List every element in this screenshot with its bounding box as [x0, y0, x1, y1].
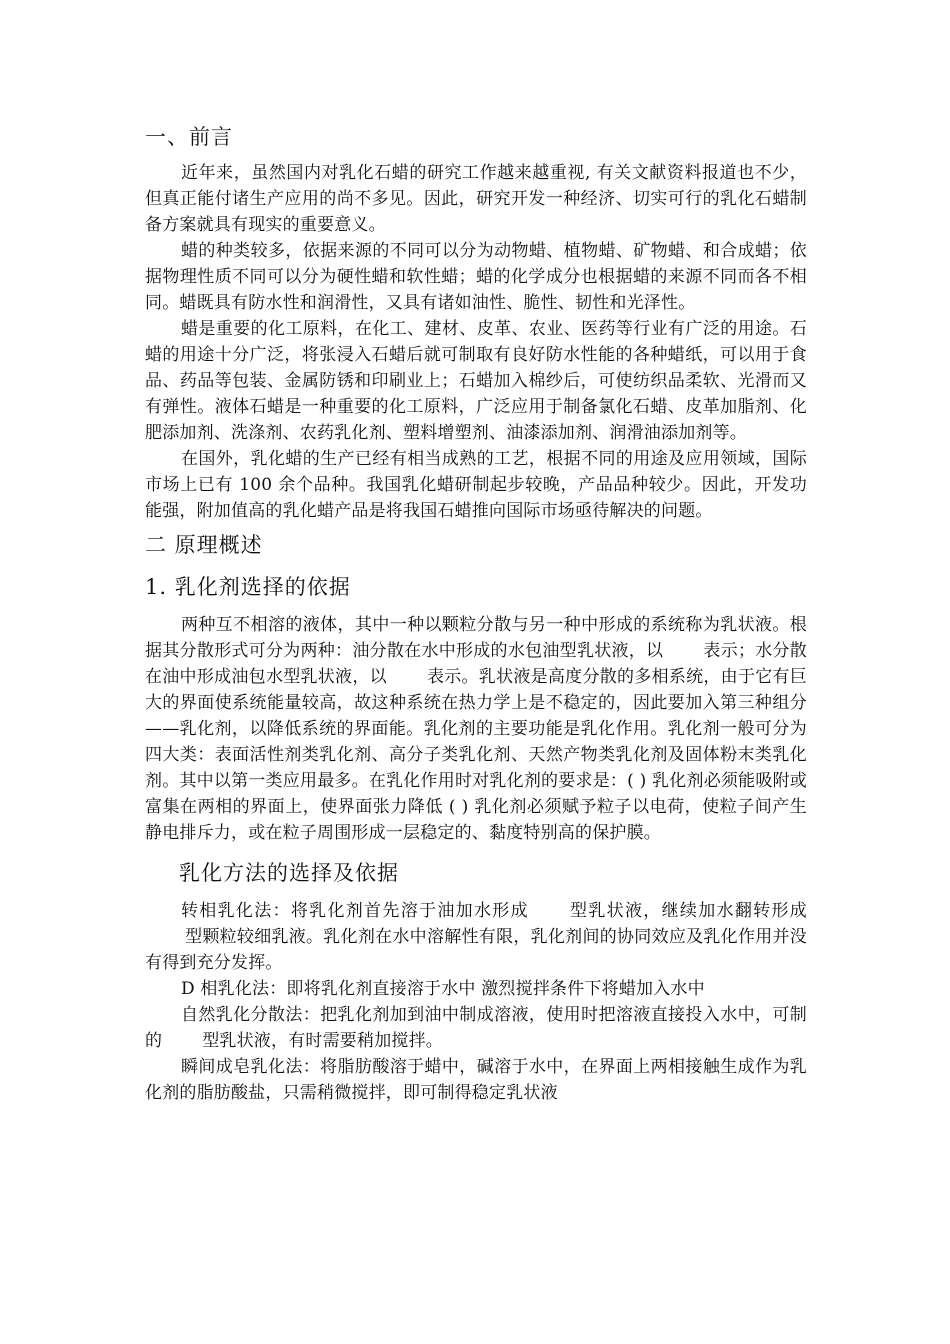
- method-paragraph-1: [145, 898, 807, 976]
- emulsifier-text-a: 两种互不相溶的液体，其中一种以颗粒分散与另一种中形成的系统称为乳状液。根据其分散形式可分为两种：油分散在水中形成的水包油型乳状液，以: [145, 615, 807, 661]
- section-title-preface: 一、前言: [145, 125, 233, 149]
- method-paragraph-4: 瞬间成皂乳化法：将脂肪酸溶于蜡中，碱溶于水中，在界面上两相接触生成作为乳化剂的脂肪酸盐，只需稍微搅拌，即可制得稳定乳状液: [145, 1057, 807, 1103]
- section-title-principle: 二 原理概述: [145, 533, 263, 557]
- section-title-method: 乳化方法的选择及依据: [179, 861, 399, 885]
- method-paragraph-2: D 相乳化法：即将乳化剂直接溶于水中 激烈搅拌条件下将蜡加入水中: [181, 979, 705, 999]
- method-paragraph-3: [145, 1002, 807, 1054]
- preface-paragraph-3: 蜡是重要的化工原料，在化工、建材、皮革、农业、医药等行业有广泛的用途。石蜡的用途十分广泛，将张浸入石蜡后就可制取有良好防水性能的各种蜡纸，可以用于食品、药品等包装、金属防锈和印刷业上；石蜡加入棉纱后，可使纺织品柔软、光滑而又有弹性。液体石蜡是一种重要的化工原料，广泛应用于制备氯化石蜡、皮革加脂剂、化肥添加剂、洗涤剂、农药乳化剂、塑料增塑剂、油漆添加剂、润滑油添加剂等。: [145, 319, 807, 443]
- emulsifier-text-b: 表示；水分散在油中形成油包水型乳状液，以: [145, 641, 808, 687]
- preface-paragraph-2: 蜡的种类较多，依据来源的不同可以分为动物蜡、植物蜡、矿物蜡、和合成蜡；依据物理性质不同可以分为硬性蜡和软性蜡；蜡的化学成分也根据蜡的来源不同而各不相同。蜡既具有防水性和润滑性，又具有诸如油性、脆性、韧性和光泽性。: [145, 241, 807, 313]
- emulsifier-text-c: 表示。乳状液是高度分散的多相系统，由于它有巨大的界面使系统能量较高，故这种系统在热力学上是不稳定的，因此要加入第三种组分——乳化剂，以降低系统的界面能。乳化剂的主要功能是乳化作用。乳化剂一般可分为四大类：表面活性剂类乳化剂、高分子类乳化剂、天然产物类乳化剂及固体粉末类乳化剂。其中以第一类应用最多。在乳化作用时对乳化剂的要求是：( ) 乳化剂必须能吸附或富集在两相的界面上，使界面张力降低 ( ) 乳化剂必须赋予粒子以电荷，使粒子间产生静电排斥力，或在粒子周围形成一层稳定的、黏度特别高的保护膜。: [145, 667, 807, 843]
- method-text-1a: 转相乳化法：将乳化剂首先溶于油加水形成: [181, 901, 529, 921]
- method-text-3a: 自然乳化分散法：把乳化剂加到油中制成溶液，使用时把溶液直接投入水中，可制的: [145, 1005, 807, 1051]
- section-title-emulsifier: 1. 乳化剂选择的依据: [145, 575, 351, 599]
- method-text-1b: 型乳状液，继续加水翻转形成: [568, 901, 807, 921]
- document-page: [145, 118, 807, 1106]
- preface-paragraph-1: 近年来，虽然国内对乳化石蜡的研究工作越来越重视, 有关文献资料报道也不少，但真正能付诸生产应用的尚不多见。因此，研究开发一种经济、切实可行的乳化石蜡制备方案就具有现实的重要意义。: [145, 163, 807, 235]
- method-text-1c: 型颗粒较细乳液。乳化剂在水中溶解性有限，乳化剂间的协同效应及乳化作用并没有得到充分发挥。: [145, 927, 807, 973]
- emulsifier-paragraph: [145, 612, 807, 846]
- method-text-3b: 型乳状液，有时需要稍加搅拌。: [202, 1031, 444, 1051]
- preface-paragraph-4: 在国外，乳化蜡的生产已经有相当成熟的工艺，根据不同的用途及应用领域，国际市场上已有 100 余个品种。我国乳化蜡研制起步较晚，产品品种较少。因此，开发功能强，附加值高的乳化蜡产品是将我国石蜡推向国际市场亟待解决的问题。: [145, 449, 807, 521]
